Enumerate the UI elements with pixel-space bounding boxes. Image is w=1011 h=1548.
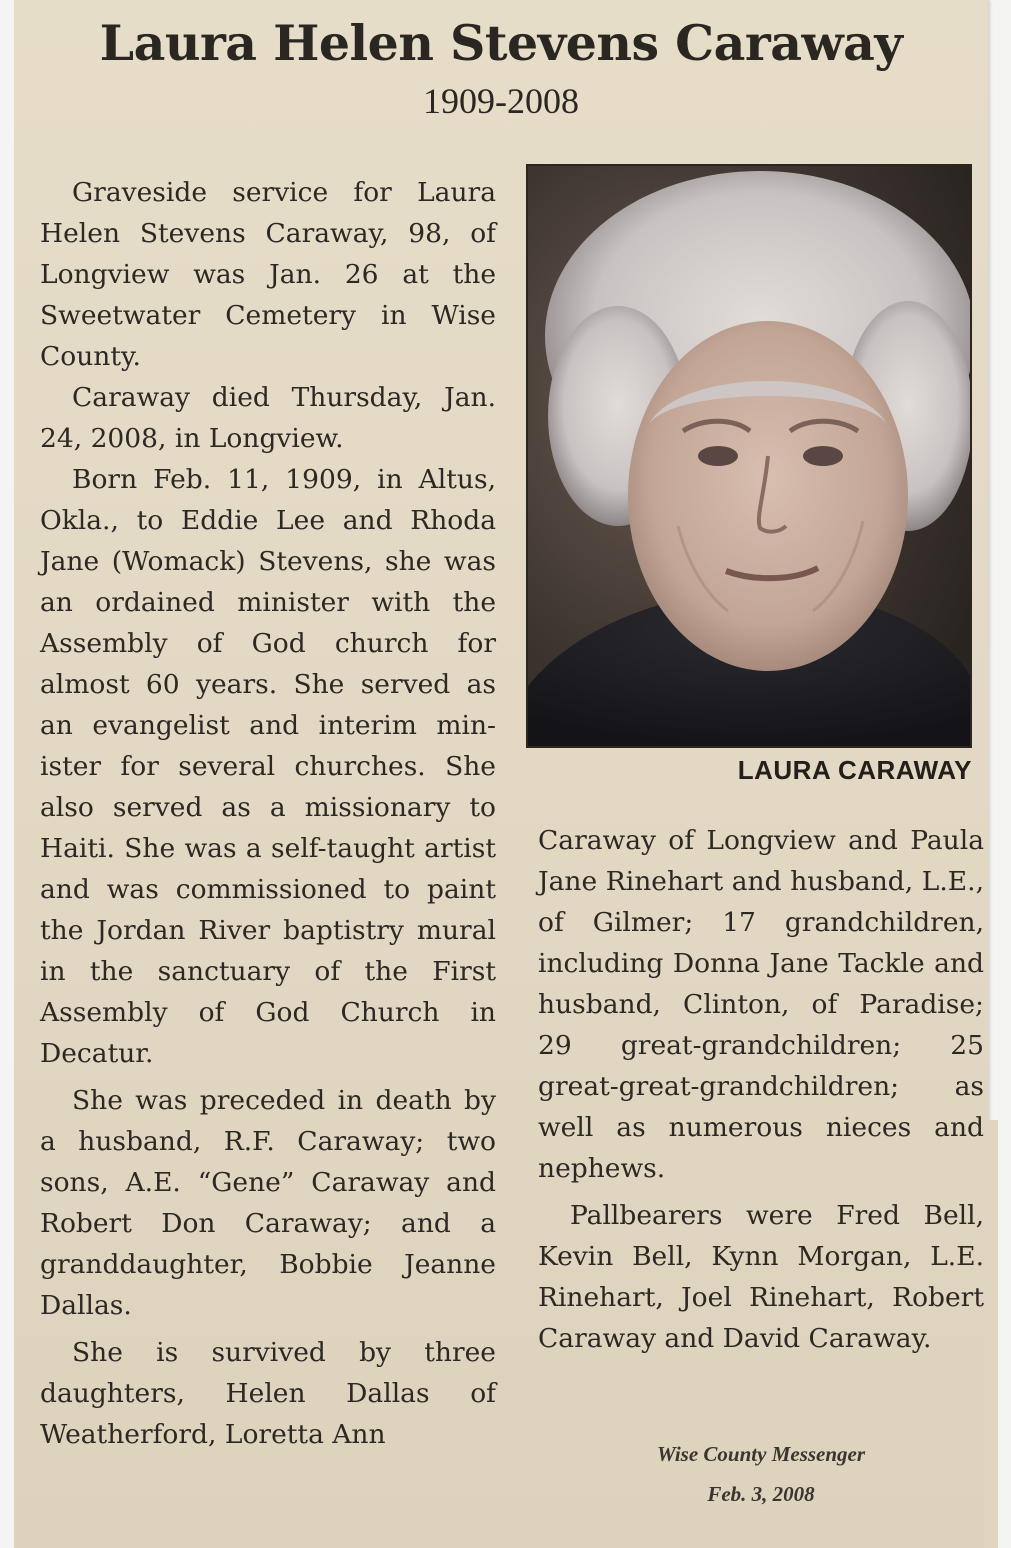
left-column bbox=[40, 172, 496, 1455]
source-date: Feb. 3, 2008 bbox=[707, 1482, 815, 1506]
paragraph-survived: She is survived by three daughters, Helen Dallas of Weatherford, Loretta Ann bbox=[40, 1337, 496, 1450]
paragraph-preceded: She was preceded in death by a husband, R.F. Caraway; two sons, A.E. “Gene” Caraway and Robert Don Caraway; and a granddaughter, Bobbie Jeanne Dallas. bbox=[40, 1085, 496, 1321]
paragraph-biography: Born Feb. 11, 1909, in Altus, Okla., to Eddie Lee and Rhoda Jane (Womack) Stevens, she was an ordained minister with the Assembly of God church for almost 60 years. She served as an evangelist and interim minister for several churches. She also served as a missionary to Haiti. She was a self-taught artist and was commissioned to paint the Jordan River baptistry mural in the sanctuary of the First Assembly of God Church in Decatur. bbox=[40, 464, 496, 1069]
paragraph-death: Caraway died Thursday, Jan. 24, 2008, in Longview. bbox=[40, 382, 496, 454]
paragraph-service: Graveside service for Laura Helen Stevens Caraway, 98, of Longview was Jan. 26 at the Sweetwater Cemetery in Wise County. bbox=[40, 177, 496, 372]
paragraph-pallbearers: Pallbearers were Fred Bell, Kevin Bell, Kynn Morgan, L.E. Rinehart, Joel Rinehart, Robert Caraway and David Caraway. bbox=[538, 1200, 984, 1354]
life-years: 1909-2008 bbox=[423, 81, 579, 121]
portrait-photo bbox=[526, 164, 972, 748]
clipping-edge bbox=[984, 1120, 998, 1548]
newspaper-clipping bbox=[14, 0, 988, 1548]
headline-name: Laura Helen Stevens Caraway bbox=[99, 14, 903, 72]
source-publication: Wise County Messenger bbox=[656, 1442, 866, 1466]
paragraph-survivors-continued: Caraway of Longview and Paula Jane Rinehart and husband, L.E., of Gilmer; 17 grandchildren, including Donna Jane Tackle and husband, Clinton, of Paradise; 29 great-grandchildren; 25 great-great-grandchildren; as well as numerous nieces and nephews. bbox=[538, 825, 984, 1184]
portrait-image bbox=[528, 166, 970, 746]
photo-caption: LAURA CARAWAY bbox=[737, 755, 972, 785]
right-column bbox=[538, 820, 984, 1359]
